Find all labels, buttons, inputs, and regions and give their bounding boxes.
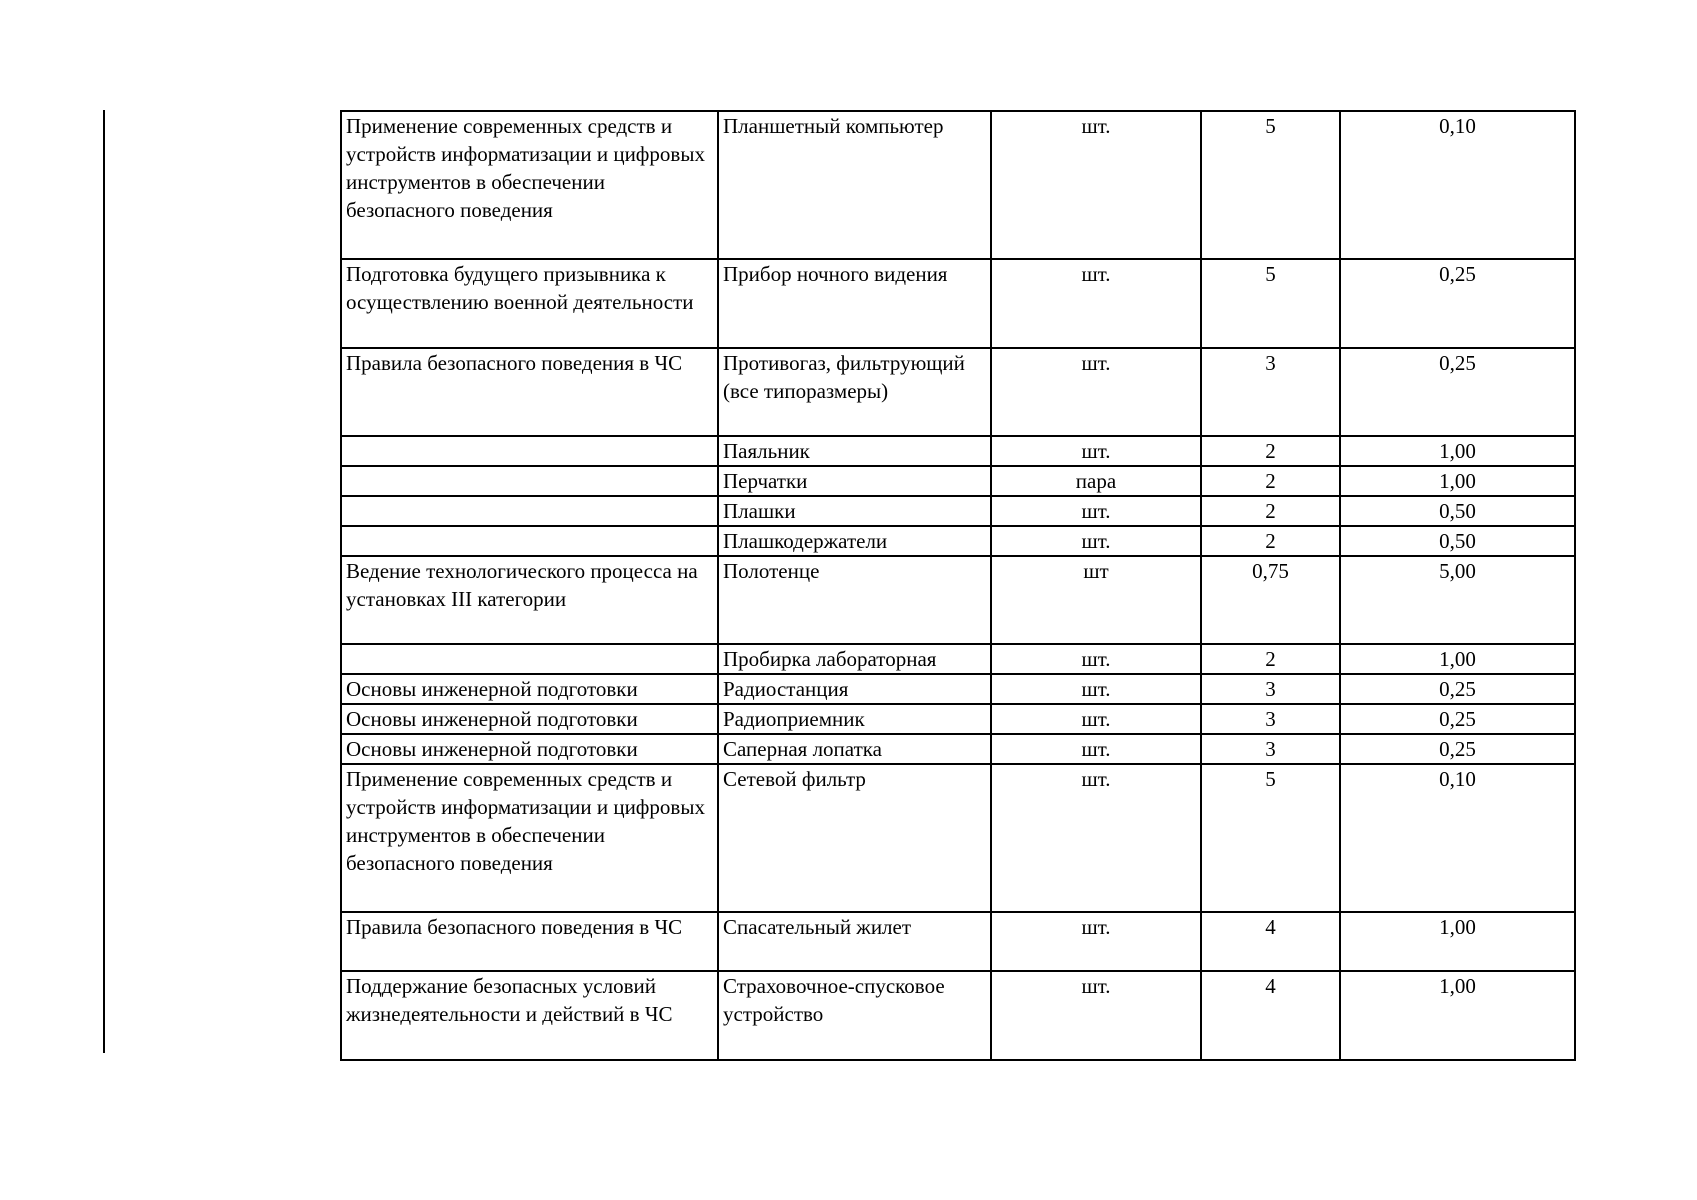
quantity-cell: 3 [1201, 704, 1340, 734]
table-row [341, 644, 1575, 674]
unit-cell: шт. [991, 644, 1201, 674]
norm-cell: 1,00 [1340, 644, 1575, 674]
activity-cell: Поддержание безопасных условий жизнедеятельности и действий в ЧС [341, 971, 718, 1060]
unit-cell: шт. [991, 111, 1201, 259]
unit-cell: шт. [991, 971, 1201, 1060]
norm-cell: 0,25 [1340, 704, 1575, 734]
activity-cell: Правила безопасного поведения в ЧС [341, 348, 718, 436]
norm-cell: 0,25 [1340, 674, 1575, 704]
table-row [341, 259, 1575, 348]
item-cell: Плашкодержатели [718, 526, 991, 556]
activity-cell [341, 436, 718, 466]
norm-cell: 0,10 [1340, 764, 1575, 912]
norm-cell: 0,50 [1340, 526, 1575, 556]
item-cell: Паяльник [718, 436, 991, 466]
unit-cell: шт. [991, 436, 1201, 466]
table-row [341, 764, 1575, 912]
table-row [341, 674, 1575, 704]
norm-cell: 0,50 [1340, 496, 1575, 526]
activity-cell: Применение современных средств и устройств информатизации и цифровых инструментов в обеспечении безопасного поведения [341, 764, 718, 912]
table-row [341, 971, 1575, 1060]
quantity-cell: 5 [1201, 111, 1340, 259]
item-cell: Пробирка лабораторная [718, 644, 991, 674]
table-row [341, 912, 1575, 971]
unit-cell: шт. [991, 348, 1201, 436]
norm-cell: 0,10 [1340, 111, 1575, 259]
quantity-cell: 4 [1201, 912, 1340, 971]
quantity-cell: 3 [1201, 674, 1340, 704]
quantity-cell: 5 [1201, 259, 1340, 348]
activity-cell: Основы инженерной подготовки [341, 734, 718, 764]
quantity-cell: 2 [1201, 644, 1340, 674]
norm-cell: 0,25 [1340, 259, 1575, 348]
unit-cell: шт. [991, 674, 1201, 704]
item-cell: Перчатки [718, 466, 991, 496]
unit-cell: шт. [991, 259, 1201, 348]
norm-cell: 1,00 [1340, 912, 1575, 971]
norm-cell: 1,00 [1340, 971, 1575, 1060]
page-margin-line [103, 110, 105, 1053]
norm-cell: 1,00 [1340, 466, 1575, 496]
unit-cell: шт. [991, 734, 1201, 764]
quantity-cell: 2 [1201, 526, 1340, 556]
item-cell: Сетевой фильтр [718, 764, 991, 912]
activity-cell: Ведение технологического процесса на установках III категории [341, 556, 718, 644]
norm-cell: 5,00 [1340, 556, 1575, 644]
quantity-cell: 2 [1201, 496, 1340, 526]
quantity-cell: 4 [1201, 971, 1340, 1060]
item-cell: Планшетный компьютер [718, 111, 991, 259]
equipment-table [340, 110, 1576, 1061]
unit-cell: шт. [991, 496, 1201, 526]
norm-cell: 1,00 [1340, 436, 1575, 466]
quantity-cell: 0,75 [1201, 556, 1340, 644]
item-cell: Радиостанция [718, 674, 991, 704]
quantity-cell: 2 [1201, 466, 1340, 496]
norm-cell: 0,25 [1340, 348, 1575, 436]
unit-cell: шт. [991, 764, 1201, 912]
item-cell: Радиоприемник [718, 704, 991, 734]
item-cell: Противогаз, фильтрующий (все типоразмеры) [718, 348, 991, 436]
table-row [341, 111, 1575, 259]
table-row [341, 496, 1575, 526]
activity-cell [341, 526, 718, 556]
table-row [341, 466, 1575, 496]
table-row [341, 704, 1575, 734]
quantity-cell: 2 [1201, 436, 1340, 466]
table-row [341, 526, 1575, 556]
activity-cell [341, 644, 718, 674]
quantity-cell: 5 [1201, 764, 1340, 912]
activity-cell: Применение современных средств и устройств информатизации и цифровых инструментов в обеспечении безопасного поведения [341, 111, 718, 259]
unit-cell: шт. [991, 912, 1201, 971]
item-cell: Полотенце [718, 556, 991, 644]
norm-cell: 0,25 [1340, 734, 1575, 764]
item-cell: Саперная лопатка [718, 734, 991, 764]
item-cell: Прибор ночного видения [718, 259, 991, 348]
quantity-cell: 3 [1201, 734, 1340, 764]
unit-cell: шт. [991, 704, 1201, 734]
item-cell: Плашки [718, 496, 991, 526]
item-cell: Страховочное-спусковое устройство [718, 971, 991, 1060]
activity-cell [341, 496, 718, 526]
unit-cell: шт. [991, 526, 1201, 556]
activity-cell: Подготовка будущего призывника к осуществлению военной деятельности [341, 259, 718, 348]
unit-cell: шт [991, 556, 1201, 644]
activity-cell [341, 466, 718, 496]
activity-cell: Основы инженерной подготовки [341, 704, 718, 734]
table-row [341, 556, 1575, 644]
table-row [341, 436, 1575, 466]
activity-cell: Правила безопасного поведения в ЧС [341, 912, 718, 971]
table-row [341, 734, 1575, 764]
unit-cell: пара [991, 466, 1201, 496]
activity-cell: Основы инженерной подготовки [341, 674, 718, 704]
table-row [341, 348, 1575, 436]
item-cell: Спасательный жилет [718, 912, 991, 971]
quantity-cell: 3 [1201, 348, 1340, 436]
